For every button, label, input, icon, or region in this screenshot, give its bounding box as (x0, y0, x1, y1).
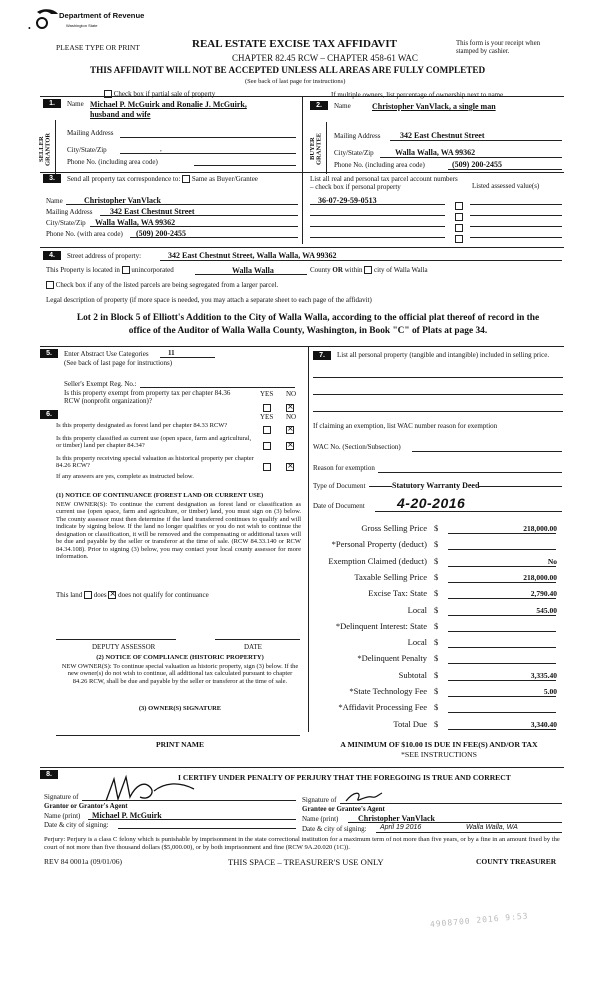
s3-city: Walla Walla, WA 99362 (95, 218, 176, 227)
see-instructions: *SEE INSTRUCTIONS (400, 750, 478, 759)
grantee-label: Grantee or Grantee's Agent (302, 805, 385, 813)
grantee-date: April 19 2016 (380, 824, 422, 831)
doc-type-label: Type of Document (313, 482, 369, 490)
fee-label-5: Local (407, 605, 427, 615)
logo-text: Department of Revenue (59, 11, 145, 20)
notice2-title: (2) NOTICE OF COMPLIANCE (HISTORIC PROPERTY) (96, 654, 264, 661)
fee-dollar-11: $ (434, 702, 439, 712)
fee-value-9[interactable]: 3,335.40 (530, 671, 557, 680)
s6-if-yes: If any answers are yes, complete as instructed below. (56, 473, 194, 480)
fee-value-5[interactable]: 545.00 (536, 606, 557, 615)
dor-logo (34, 8, 145, 38)
fee-value-2[interactable]: No (547, 557, 557, 566)
s6-q1: Is this property designated as forest land per chapter 84.33 RCW? (56, 422, 228, 429)
grantor-date-city-label: Date & city of signing: (44, 821, 109, 829)
fee-dollar-9: $ (434, 670, 439, 680)
legal-label: Legal description of property (if more space is needed, you may attach a separate sheet to each page of the affidavit) (46, 296, 372, 304)
section-5-number: 5. (40, 349, 58, 358)
abstract-value: 11 (168, 349, 175, 357)
fee-label-2: Exemption Claimed (deduct) (328, 556, 427, 566)
form-warning: THIS AFFIDAVIT WILL NOT BE ACCEPTED UNLESS ALL AREAS ARE FULLY COMPLETED (90, 65, 486, 75)
fee-label-10: *State Technology Fee (349, 686, 427, 696)
seller-phone-label: Phone No. (including area code) (67, 158, 158, 166)
received-stamp: 4908700 2016 9:53 (429, 911, 529, 929)
seller-side-label: SELLER GRANTOR (38, 132, 52, 166)
please-type: PLEASE TYPE OR PRINT (56, 43, 140, 52)
buyer-phone: (509) 200-2455 (452, 160, 502, 169)
buyer-name: Christopher VanVlack, a single man (372, 102, 496, 111)
unincorporated-checkbox[interactable] (122, 266, 130, 274)
s5-no: NO (286, 390, 297, 398)
q2-no-checkbox[interactable] (286, 437, 294, 455)
grantor-name-label: Name (print) (44, 812, 81, 820)
correspondence-label: Send all property tax correspondence to: Same as Buyer/Grantee (67, 175, 258, 183)
street-label: Street address of property: (67, 252, 142, 260)
land-does-not-checkbox[interactable] (108, 591, 116, 599)
grantor-name: Michael P. McGuirk (92, 811, 162, 820)
seller-name: Michael P. McGuirk and Ronalie J. McGuirk, (90, 100, 247, 109)
certify-statement: I CERTIFY UNDER PENALTY OF PERJURY THAT THE FOREGOING IS TRUE AND CORRECT (178, 773, 511, 782)
print-name-label: PRINT NAME (156, 740, 204, 749)
section-8-number: 8. (40, 770, 58, 779)
fee-dollar-3: $ (434, 572, 439, 582)
wac-label: WAC No. (Section/Subsection) (313, 443, 401, 451)
land-does-checkbox[interactable] (84, 591, 92, 599)
legal-description: Lot 2 in Block 5 of Elliott's Addition to the City of Walla Walla, according to the official plat thereof of record in the office of the Auditor of Walla Walla County, Washington, in Book "C" of Plats at page 34. (76, 313, 540, 336)
parcel-number: 36-07-29-59-0513 (318, 196, 377, 205)
fee-dollar-1: $ (434, 539, 439, 549)
grantee-city: Walla Walla, WA (466, 824, 518, 831)
fee-dollar-12: $ (434, 719, 439, 729)
personal-property-label: List all personal property (tangible and intangible) included in selling price. (337, 351, 550, 359)
fee-label-12: Total Due (393, 719, 427, 729)
fee-dollar-5: $ (434, 605, 439, 615)
minimum-fee-note: A MINIMUM OF $10.00 IS DUE IN FEE(S) AND/OR TAX (340, 740, 538, 749)
segregated-row: Check box if any of the listed parcels are being segregated from a larger parcel. (46, 281, 278, 289)
county-or-row: County OR within city of Walla Walla (310, 266, 428, 274)
fee-label-3: Taxable Selling Price (354, 572, 427, 582)
receipt-note: This form is your receipt when stamped by cashier. (456, 40, 540, 55)
fee-label-1: *Personal Property (deduct) (331, 539, 427, 549)
fee-dollar-0: $ (434, 523, 439, 533)
s3-phone-label: Phone No. (with area code) (46, 230, 123, 238)
parcel-header: List all real and personal tax parcel account numbers – check box if personal property (310, 175, 458, 192)
dor-logo-icon (34, 8, 60, 30)
fee-label-7: Local (407, 637, 427, 647)
located-row: This Property is located in unincorporated (46, 266, 174, 274)
s3-mailing-label: Mailing Address (46, 208, 93, 216)
fee-dollar-10: $ (434, 686, 439, 696)
fee-value-12[interactable]: 3,340.40 (530, 720, 557, 729)
abstract-label: Enter Abstract Use Categories (64, 350, 149, 358)
seller-city-label: City/State/Zip (67, 146, 107, 154)
street-address: 342 East Chestnut Street, Walla Walla, WA 99362 (168, 251, 337, 260)
section-2-number: 2. (310, 101, 328, 110)
fee-value-4[interactable]: 2,790.40 (530, 589, 557, 598)
perjury-note: Perjury: Perjury is a class C felony which is punishable by imprisonment in the state correctional institution for a maximum term of not more than five years, or by a fine in an amount fixed by the court of not more than five thousand dollars ($5,000.00), or by both imprisonment and fine (RCW 9A.20.020 (1C)). (44, 836, 560, 851)
seller-mailing-label: Mailing Address (67, 129, 114, 137)
s3-name: Christopher VanVlack (84, 196, 161, 205)
logo-sub: Washington State (66, 23, 98, 28)
seller-city: , (160, 145, 162, 153)
form-title: REAL ESTATE EXCISE TAX AFFIDAVIT (192, 38, 397, 50)
fee-value-10[interactable]: 5.00 (543, 687, 557, 696)
grantor-sig-of: Signature of (44, 793, 79, 801)
seller-name-label: Name (67, 100, 84, 108)
section-1-number: 1. (43, 99, 61, 108)
reason-label: Reason for exemption (313, 464, 375, 472)
fee-label-8: *Delinquent Penalty (357, 653, 427, 663)
q3-no-checkbox[interactable] (286, 458, 294, 476)
treasurer-only: THIS SPACE – TREASURER'S USE ONLY (228, 857, 384, 867)
s6-q2: Is this property classified as current use (open space, farm and agricultural, or timber) land per chapter 84.34? (56, 435, 252, 450)
seller-name-2: husband and wife (90, 110, 151, 119)
owner-signature-label: (3) OWNER(S) SIGNATURE (138, 705, 222, 712)
fee-value-0[interactable]: 218,000.00 (523, 524, 557, 533)
multiple-owners: If multiple owners, list percentage of ownership next to name (331, 91, 504, 99)
see-back: (See back of last page for instructions) (245, 78, 346, 85)
notice1-text: NEW OWNER(S): To continue the current designation as forest land or classification as current use (open space, farm and agriculture, or timber) land, you must sign on (3) below. The county assessor must then determine if the land transferred continues to qualify and will indicate by signing below. If the land no longer qualifies or you do not wish to continue the designation or classification, it will be removed and the compensating or additional taxes will be due and payable by the seller or transferor at the time of sale. (RCW 84.33.140 or RCW 84.34.108). Prior to signing (3) below, you may contact your local county assessor for more information. (56, 501, 301, 561)
exempt-question: Is this property exempt from property tax per chapter 84.36 RCW (nonprofit organization)? (64, 389, 231, 406)
deputy-assessor: DEPUTY ASSESSOR (92, 643, 156, 651)
segregated-checkbox[interactable] (46, 281, 54, 289)
this-land-row: This land does × does not qualify for continuance (56, 591, 209, 599)
within-city-checkbox[interactable] (364, 266, 372, 274)
fee-dollar-7: $ (434, 637, 439, 647)
grantor-label: Grantor or Grantor's Agent (44, 802, 128, 810)
buyer-city-label: City/State/Zip (334, 149, 374, 157)
s3-name-label: Name (46, 197, 63, 205)
grantee-name: Christopher VanVlack (358, 814, 435, 823)
buyer-name-label: Name (334, 102, 351, 110)
s3-phone: (509) 200-2455 (136, 229, 186, 238)
s5-yes: YES (260, 390, 274, 398)
partial-sale-checkbox[interactable] (104, 90, 112, 98)
doc-type: Statutory Warranty Deed (392, 481, 480, 490)
grantee-name-label: Name (print) (302, 815, 339, 823)
grantee-sig-of: Signature of (302, 796, 337, 804)
s5-see-back: (See back of last page for instructions) (64, 359, 173, 367)
doc-date: 4-20-2016 (397, 495, 466, 511)
section-7-number: 7. (313, 351, 331, 360)
exemption-label: If claiming an exemption, list WAC number reason for exemption (313, 422, 498, 430)
fee-dollar-6: $ (434, 621, 439, 631)
buyer-phone-label: Phone No. (including area code) (334, 161, 425, 169)
county-value: Walla Walla (232, 266, 274, 275)
fee-dollar-2: $ (434, 556, 439, 566)
notice1-title: (1) NOTICE OF CONTINUANCE (FOREST LAND OR CURRENT USE) (56, 492, 264, 499)
section-3-number: 3. (43, 174, 61, 183)
exempt-reg: Seller's Exempt Reg. No.: (64, 380, 137, 388)
s6-q3: Is this property receiving special valuation as historical property per chapter 84.26 RCW? (56, 455, 254, 470)
fee-label-6: *Delinquent Interest: State (335, 621, 427, 631)
s6-no: NO (286, 413, 297, 421)
form-chapter: CHAPTER 82.45 RCW – CHAPTER 458-61 WAC (232, 53, 418, 63)
buyer-side-label: BUYER GRANTEE (309, 132, 323, 166)
assessed-header: Listed assessed value(s) (472, 182, 540, 190)
q2-yes-checkbox[interactable] (263, 437, 271, 455)
parcel-checkbox-4[interactable] (455, 230, 463, 248)
s6-yes: YES (260, 413, 274, 421)
fee-label-9: Subtotal (398, 670, 427, 680)
fee-label-4: Excise Tax: State (368, 588, 427, 598)
s3-city-label: City/State/Zip (46, 219, 86, 227)
deputy-date: DATE (244, 643, 262, 651)
fee-value-3[interactable]: 218,000.00 (523, 573, 557, 582)
buyer-mailing-label: Mailing Address (334, 132, 381, 140)
dot-mark: • (28, 24, 31, 33)
same-as-buyer-checkbox[interactable] (182, 175, 190, 183)
partial-sale: Check box if partial sale of property (104, 90, 215, 98)
q3-yes-checkbox[interactable] (263, 458, 271, 476)
grantee-date-city-label: Date & city of signing: (302, 825, 367, 833)
section-6-number: 6. (40, 410, 58, 419)
fee-dollar-4: $ (434, 588, 439, 598)
notice2-text: NEW OWNER(S): To continue special valuation as historic property, sign (3) below. If the new owner(s) do not wish to continue, all additional tax calculated pursuant to chapter 84.26 RCW, shall be due and payable by the seller or transferor at the time of sale. (61, 663, 299, 685)
county-treasurer: COUNTY TREASURER (476, 857, 557, 866)
doc-date-label: Date of Document (313, 502, 365, 510)
fee-label-0: Gross Selling Price (361, 523, 427, 533)
section-4-number: 4. (43, 251, 61, 260)
rev-number: REV 84 0001a (09/01/06) (44, 857, 122, 866)
s3-mailing: 342 East Chestnut Street (110, 207, 195, 216)
buyer-mailing: 342 East Chestnut Street (400, 131, 485, 140)
buyer-city: Walla Walla, WA 99362 (395, 148, 476, 157)
fee-dollar-8: $ (434, 653, 439, 663)
fee-label-11: *Affidavit Processing Fee (338, 702, 427, 712)
